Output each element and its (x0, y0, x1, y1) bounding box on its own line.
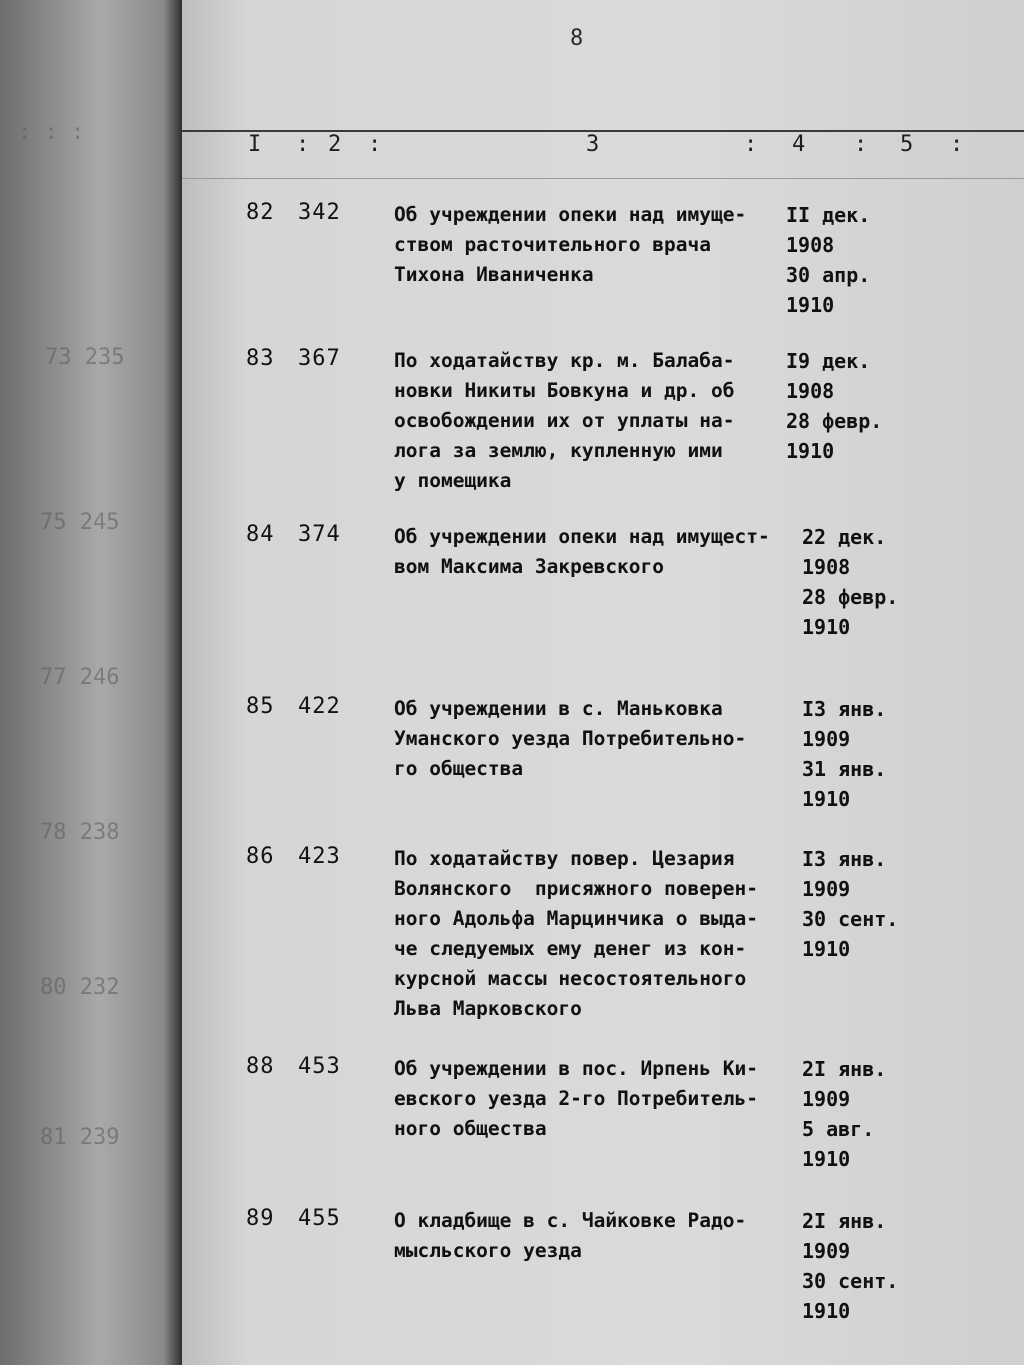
entry-code: 367 (298, 346, 341, 371)
entry-code: 455 (298, 1206, 341, 1231)
entry-dates: II дек. 1908 30 апр. 1910 (786, 203, 871, 317)
document-page (182, 0, 1024, 1365)
entry-number: 86 (246, 844, 275, 869)
entry-dates: 22 дек. 1908 28 февр. 1910 (802, 525, 899, 639)
entry-title: По ходатайству кр. м. Балаба- новки Никиты Бовкуна и др. об освобождении их от уплаты на- лога за землю, купленную ими у помещика (394, 349, 735, 492)
column-header-1: I (248, 132, 262, 157)
entry-number: 83 (246, 346, 275, 371)
entry-code: 342 (298, 200, 341, 225)
bleed-text: 80 232 (40, 975, 120, 1000)
entry-title: Об учреждении опеки над имущест- вом Максима Закревского (394, 525, 770, 578)
bleed-text: 73 235 (45, 345, 125, 370)
column-header-5: 5 (900, 132, 914, 157)
column-separator: : (296, 132, 310, 157)
column-separator: : (854, 132, 868, 157)
column-header-3: 3 (586, 132, 600, 157)
header-bottom-rule (182, 178, 1024, 179)
bleed-text: : : : (18, 120, 85, 145)
entry-title: Об учреждении опеки над имуще- ством расточительного врача Тихона Иваниченка (394, 203, 747, 286)
entry-dates: 2I янв. 1909 5 авг. 1910 (802, 1057, 887, 1171)
column-separator: : (950, 132, 964, 157)
entry-dates: I9 дек. 1908 28 февр. 1910 (786, 349, 883, 463)
page-number: 8 (570, 26, 584, 51)
column-separator: : (368, 132, 382, 157)
facing-page-edge (0, 0, 182, 1365)
entry-title: По ходатайству повер. Цезария Волянского присяжного поверен- ного Адольфа Марцинчика о выда- че следуемых ему денег из кон- курсной массы несостоятельного Льва Марковского (394, 847, 758, 1020)
entry-number: 84 (246, 522, 275, 547)
entry-code: 374 (298, 522, 341, 547)
bleed-text: 75 245 (40, 510, 120, 535)
entry-dates: I3 янв. 1909 31 янв. 1910 (802, 697, 887, 811)
bleed-text: 81 239 (40, 1125, 120, 1150)
entry-title: Об учреждении в пос. Ирпень Ки- евского уезда 2-го Потребитель- ного общества (394, 1057, 758, 1140)
bleed-text: 78 238 (40, 820, 120, 845)
entry-title: Об учреждении в с. Маньковка Уманского уезда Потребительно- го общества (394, 697, 747, 780)
entry-code: 453 (298, 1054, 341, 1079)
entry-code: 422 (298, 694, 341, 719)
column-header-4: 4 (792, 132, 806, 157)
entry-dates: 2I янв. 1909 30 сент. 1910 (802, 1209, 899, 1323)
entry-dates: I3 янв. 1909 30 сент. 1910 (802, 847, 899, 961)
entry-number: 82 (246, 200, 275, 225)
column-header-2: 2 (328, 132, 342, 157)
entry-code: 423 (298, 844, 341, 869)
entry-number: 88 (246, 1054, 275, 1079)
entry-number: 85 (246, 694, 275, 719)
bleed-text: 77 246 (40, 665, 120, 690)
column-separator: : (744, 132, 758, 157)
entry-number: 89 (246, 1206, 275, 1231)
entry-title: О кладбище в с. Чайковке Радо- мысльского уезда (394, 1209, 747, 1262)
